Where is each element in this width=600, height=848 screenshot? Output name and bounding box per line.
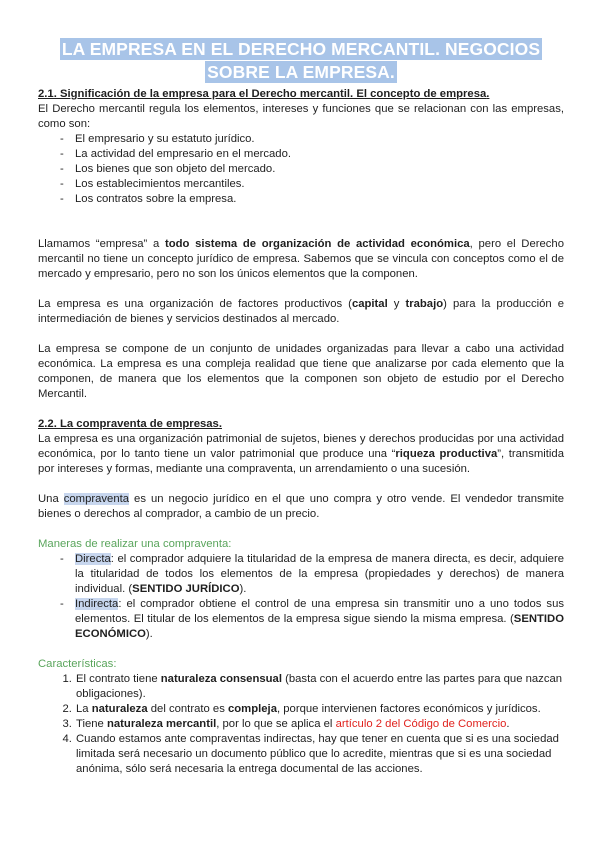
list-item: 1. El contrato tiene naturaleza consensual (basta con el acuerdo entre las partes para que nazcan obligaciones). xyxy=(75,672,564,702)
organized-units-paragraph: La empresa se compone de un conjunto de unidades organizadas para llevar a cabo una actividad económica. La empresa es una compleja realidad que tiene que analizarse por cada elemento que la componen, de manera que los elementos que la componen son objeto de estudio por el Derecho Mercantil. xyxy=(38,343,564,400)
list-item-directa: - Directa: el comprador adquiere la titularidad de la empresa de manera directa, es decir, adquiere la titularidad de todos los elementos de la empresa (propiedades y derechos) de manera individual. (SENTIDO JURÍDICO). xyxy=(60,552,564,597)
list-item: 3. Tiene naturaleza mercantil, por lo que se aplica el artículo 2 del Código de Comercio. xyxy=(75,717,564,732)
ways-subheading: Maneras de realizar una compraventa: xyxy=(38,538,232,550)
title-line-1: LA EMPRESA EN EL DERECHO MERCANTIL. NEGOCIOS xyxy=(61,39,541,59)
section-2-2-heading: 2.2. La compraventa de empresas. xyxy=(38,418,222,430)
features-list xyxy=(38,672,564,777)
document-title xyxy=(38,38,564,84)
compraventa-definition-paragraph: Una compraventa es un negocio jurídico en el que uno compra y otro vende. El vendedor transmite bienes o derechos al comprador, a cambio de un precio. xyxy=(38,493,564,520)
list-item: - Los establecimientos mercantiles. xyxy=(60,177,564,192)
list-item: - Los bienes que son objeto del mercado. xyxy=(60,162,564,177)
empresa-definition-paragraph: Llamamos “empresa” a todo sistema de organización de actividad económica, pero el Derecho mercantil no tiene un concepto jurídico de empresa. Sabemos que se vincula con conceptos como el de mercado y empresario, pero no son los únicos elementos que la componen. xyxy=(38,238,564,280)
title-line-2: SOBRE LA EMPRESA. xyxy=(207,62,395,82)
law-reference: artículo 2 del Código de Comercio xyxy=(335,718,507,730)
patrimonial-paragraph: La empresa es una organización patrimonial de sujetos, bienes y derechos producidas por una actividad económica, por lo tanto tiene un valor patrimonial que produce una “riqueza productiva”, transmitida por intereses y formas, mediante una compraventa, un arrendamiento o una sucesión. xyxy=(38,433,564,475)
list-item: - Los contratos sobre la empresa. xyxy=(60,192,564,207)
productive-factors-paragraph: La empresa es una organización de factores productivos (capital y trabajo) para la producción e intermediación de bienes y servicios destinados al mercado. xyxy=(38,298,564,325)
list-item: 4. Cuando estamos ante compraventas indirectas, hay que tener en cuenta que si es una sociedad limitada será necesario un documento público que lo acredite, mientras que si es una sociedad anónima, sólo será necesaria la entrega documental de las acciones. xyxy=(75,732,564,777)
list-item: 2. La naturaleza del contrato es compleja, porque intervienen factores económicos y jurídicos. xyxy=(75,702,564,717)
regulated-elements-list xyxy=(38,132,564,207)
features-subheading: Características: xyxy=(38,658,117,670)
section-2-1-intro: El Derecho mercantil regula los elementos, intereses y funciones que se relacionan con las empresas, como son: xyxy=(38,103,564,130)
list-item: - La actividad del empresario en el mercado. xyxy=(60,147,564,162)
list-item-indirecta: - Indirecta: el comprador obtiene el control de una empresa sin transmitir uno a uno todos sus elementos. El titular de los elementos de la empresa sigue siendo la misma empresa. (SENTIDO ECONÓMICO). xyxy=(60,597,564,642)
ways-list xyxy=(38,552,564,642)
section-2-1-heading: 2.1. Significación de la empresa para el Derecho mercantil. El concepto de empresa. xyxy=(38,88,490,100)
list-item: - El empresario y su estatuto jurídico. xyxy=(60,132,564,147)
highlighted-term: compraventa xyxy=(63,493,130,505)
